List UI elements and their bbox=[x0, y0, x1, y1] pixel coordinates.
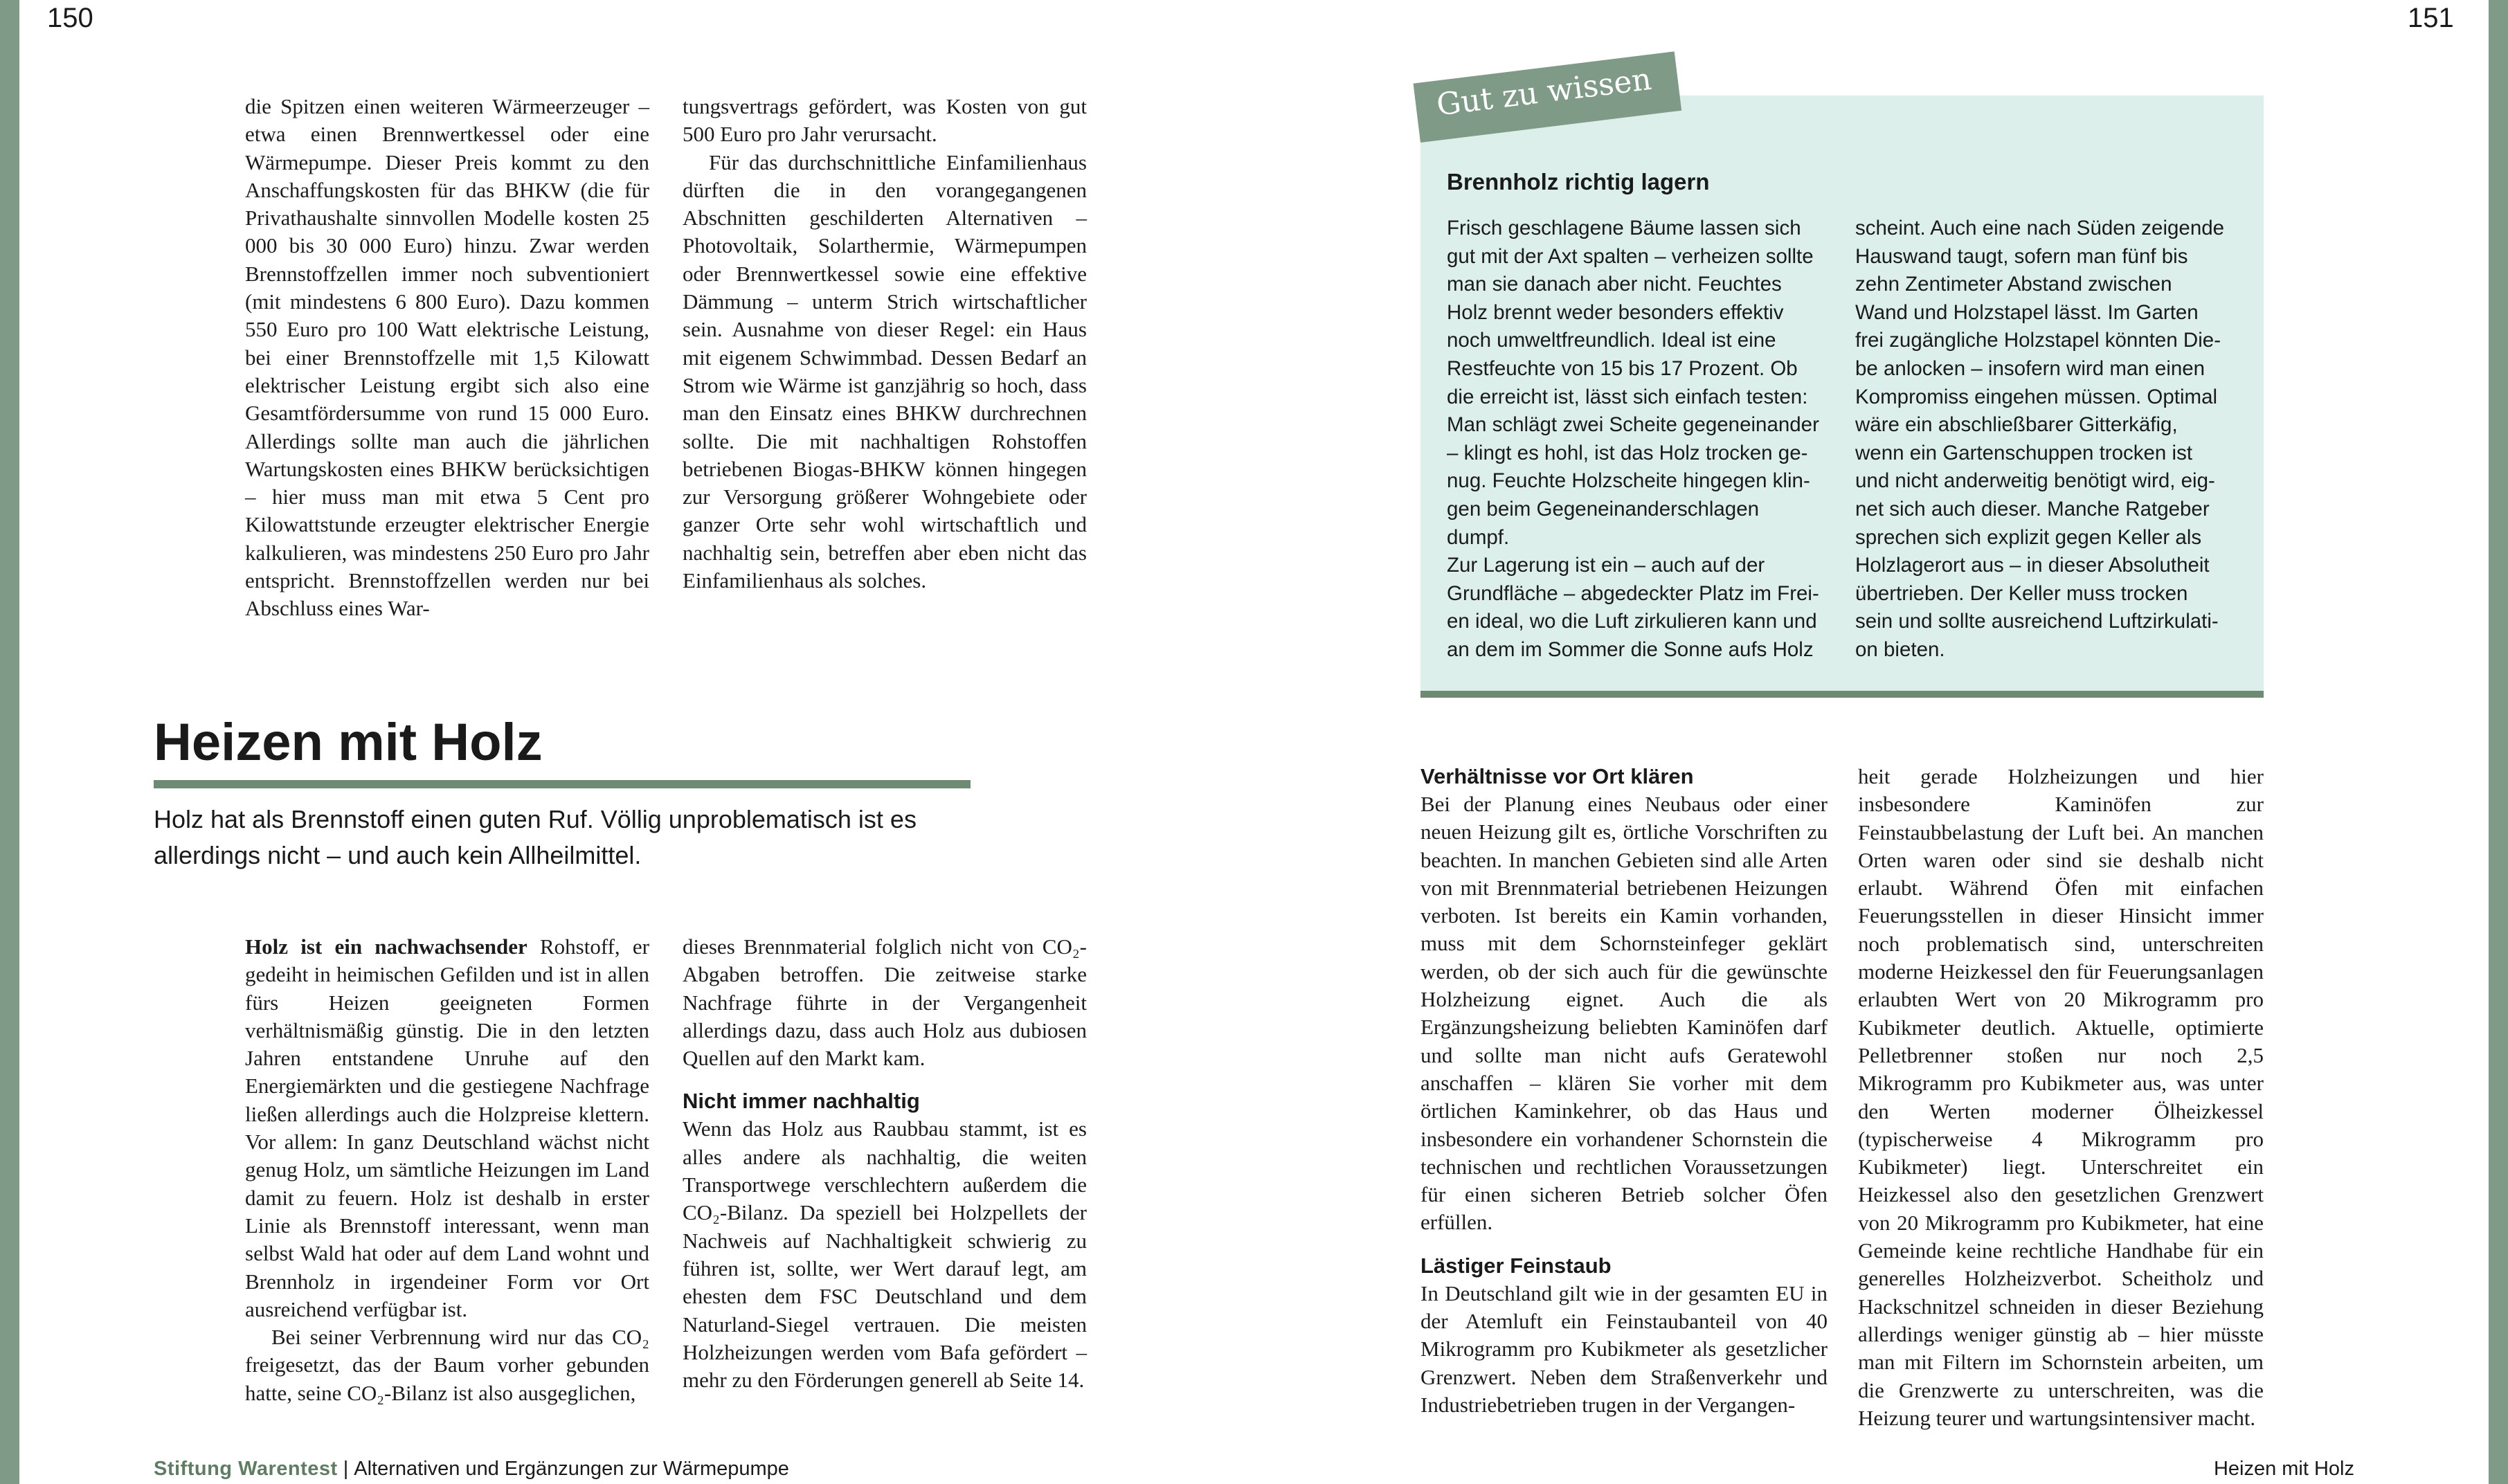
right-edge-bar bbox=[2489, 0, 2508, 1484]
right-column-1 bbox=[1420, 763, 1828, 1419]
run-in-bold: Holz ist ein nachwachsender bbox=[245, 934, 527, 959]
page-number-left: 150 bbox=[47, 3, 93, 33]
subheading: Verhältnisse vor Ort klären bbox=[1420, 764, 1694, 788]
chapter-title-rule bbox=[154, 780, 971, 788]
paragraph: tungsvertrags gefördert, was Kosten von gut 500 Euro pro Jahr verursacht. bbox=[683, 94, 1087, 147]
info-box-badge-label: Gut zu wissen bbox=[1434, 61, 1654, 123]
paragraph bbox=[245, 933, 649, 1323]
footer-right: Heizen mit Holz bbox=[2213, 1458, 2354, 1480]
info-box-column-2: scheint. Auch eine nach Süden zeigende Hauswand taugt, sofern man fünf bis zehn Zentimeter Abstand zwischen Wand und Holzstapel lässt. Im Garten frei zugängliche Holzstapel könnten Die- be anlocken – insofern wird man einen Kompromiss eingehen müssen. Optimal wäre ein abschließbarer Gitterkäfig, wenn ein Gartenschuppen trocken ist und nicht anderweitig benötigt wird, eig- net sich auch dieser. Manche Ratgeber sprechen sich explizit gegen Keller als Holzlagerort aus – in dieser Absolutheit übertrieben. Der Keller muss trocken sein und sollte ausreichend Luftzirkulati- on bieten. bbox=[1855, 217, 2225, 661]
info-box-title: Brennholz richtig lagern bbox=[1447, 169, 1710, 194]
right-column-2 bbox=[1858, 763, 2264, 1432]
footer-brand: Stiftung Warentest bbox=[154, 1458, 338, 1480]
footer-section-title: Alternativen und Ergänzungen zur Wärmepumpe bbox=[354, 1458, 789, 1480]
paragraph: Bei seiner Verbrennung wird nur das CO₂ freigesetzt, das der Baum vorher gebunden hatte, seine CO₂-Bilanz ist also ausgeglichen, bbox=[245, 1325, 649, 1405]
left-top-column-1 bbox=[245, 93, 649, 623]
footer-separator: | bbox=[343, 1458, 349, 1480]
chapter-lead: Holz hat als Brennstoff einen guten Ruf. Völlig unproblematisch ist es allerdings nicht – und auch kein Allheilmittel. bbox=[154, 805, 917, 869]
paragraph: dieses Brennmaterial folglich nicht von CO₂-Abgaben betroffen. Die zeitweise starke Nachfrage führte in der Vergangenheit allerdings dazu, dass auch Holz aus dubiosen Quellen auf den Markt kam. bbox=[683, 934, 1087, 1071]
left-bottom-column-1 bbox=[245, 933, 649, 1407]
left-edge-bar bbox=[0, 0, 19, 1484]
paragraph: In Deutschland gilt wie in der gesamten EU in der Atemluft ein Feinstaubanteil von 40 Mikrogramm pro Kubikmeter als gesetzlicher Grenzwert. Neben dem Straßenverkehr und Industriebetrieben trugen in der Vergangen- bbox=[1420, 1281, 1828, 1417]
page-number-right: 151 bbox=[2408, 3, 2454, 33]
subheading: Lästiger Feinstaub bbox=[1420, 1253, 1612, 1278]
info-box-rule bbox=[1420, 691, 2264, 698]
info-box-column-1: Frisch geschlagene Bäume lassen sich gut mit der Axt spalten – verheizen sollte man sie danach aber nicht. Feuchtes Holz brennt weder besonders effektiv noch umweltfreundlich. Ideal ist eine Restfeuchte von 15 bis 17 Prozent. Ob die erreicht ist, lässt sich einfach testen: Man schlägt zwei Scheite gegeneinander – klingt es hohl, ist das Holz trocken ge- nug. Feuchte Holzscheite hingegen klin- gen beim Gegeneinanderschlagen dumpf. Zur Lagerung ist ein – auch auf der Grundfläche – abgedeckter Platz im Frei- en ideal, wo die Luft zirkulieren kann und an dem im Sommer die Sonne aufs Holz bbox=[1447, 217, 1819, 661]
footer-left bbox=[154, 1456, 789, 1481]
paragraph: Für das durchschnittliche Einfamilienhaus dürften die in den vorangegangenen Abschnitten geschilderten Alternativen – Photovoltaik, Solarthermie, Wärmepumpen oder Brennwertkessel sowie eine effektive Dämmung – unterm Strich wirtschaftlicher sein. Ausnahme von dieser Regel: ein Haus mit eigenem Schwimmbad. Dessen Bedarf an Strom wie Wärme ist ganzjährig so hoch, dass man den Einsatz eines BHKW durchrechnen sollte. Die mit nachhaltigen Rohstoffen betriebenen Biogas-BHKW können hingegen zur Versorgung größerer Wohngebiete oder ganzer Orte sehr wohl wirtschaftlich und nachhaltig sein, betreffen aber eben nicht das Einfamilienhaus als solches. bbox=[683, 150, 1087, 593]
paragraph: heit gerade Holzheizungen und hier insbesondere Kaminöfen zur Feinstaubbelastung der Luft bei. An manchen Orten waren oder sind sie deshalb nicht erlaubt. Während Öfen mit einfachen Feuerungsstellen in dieser Hinsicht immer noch problematisch sind, unterschreiten moderne Heizkessel den für Feuerungsanlagen erlaubten Wert von 20 Mikrogramm pro Kubikmeter deutlich. Aktuelle, optimierte Pelletbrenner stoßen nur noch 2,5 Mikrogramm pro Kubikmeter aus, was unter den Werten moderner Ölheizkessel (typischerweise 4 Mikrogramm pro Kubikmeter) liegt. Unterschreitet ein Heizkessel also den gesetzlichen Grenzwert von 20 Mikrogramm pro Kubikmeter, hat eine Gemeinde keine rechtliche Handhabe für ein generelles Holzheizverbot. Scheitholz und Hackschnitzel schneiden in dieser Beziehung allerdings weniger günstig ab – hier müsste man mit Filtern im Schornstein arbeiten, um die Grenzwerte zu unterschreiten, was die Heizung teurer und wartungsintensiver macht. bbox=[1858, 764, 2264, 1430]
paragraph: Wenn das Holz aus Raubbau stammt, ist es alles andere als nachhaltig, die weiten Transportwege verschlechtern außerdem die CO₂-Bilanz. Da speziell bei Holzpellets der Nachweis auf Nachhaltigkeit schwierig zu führen ist, sollte, wer Wert darauf legt, am ehesten dem FSC Deutschland und dem Naturland-Siegel vertrauen. Die meisten Holzheizungen werden vom Bafa gefördert – mehr zu den Förderungen generell ab Seite 14. bbox=[683, 1116, 1087, 1393]
paragraph: die Spitzen einen weiteren Wärmeerzeuger – etwa einen Brennwertkessel oder eine Wärmepumpe. Dieser Preis kommt zu den Anschaffungskosten für das BHKW (die für Privathaushalte sinnvollen Modelle kosten 25 000 bis 30 000 Euro) hinzu. Zwar werden Brennstoffzellen immer noch subventioniert (mit mindestens 6 800 Euro). Dazu kommen 550 Euro pro 100 Watt elektrische Leistung, bei einer Brennstoffzelle mit 1,5 Kilowatt elektrischer Leistung ergibt sich also eine Gesamtfördersumme von rund 15 000 Euro. Allerdings sollte man auch die jährlichen Wartungskosten eines BHKW berücksichtigen – hier muss man mit etwa 5 Cent pro Kilowattstunde erzeugter elektrischer Energie kalkulieren, was mindestens 250 Euro pro Jahr entspricht. Brennstoffzellen werden nur bei Abschluss eines War- bbox=[245, 94, 649, 621]
paragraph: Bei der Planung eines Neubaus oder einer neuen Heizung gilt es, örtliche Vorschriften zu beachten. In manchen Gebieten sind alle Arten von mit Brennmaterial betriebenen Heizungen verboten. Ist bereits ein Kamin vorhanden, muss mit dem Schornsteinfeger geklärt werden, ob der sich auch für die gewünschte Holzheizung eignet. Auch die als Ergänzungsheizung beliebten Kaminöfen darf und sollte man nicht aufs Geratewohl anschaffen – klären Sie vorher mit dem örtlichen Kaminkehrer, ob das Haus und insbesondere ein vorhandener Schornstein die technischen und rechtlichen Voraussetzungen für einen sicheren Betrieb solcher Öfen erfüllen. bbox=[1420, 792, 1828, 1235]
paragraph-text: Rohstoff, er gedeiht in heimischen Gefilden und ist in allen fürs Heizen geeigneten Formen verhältnismäßig günstig. Die in den letzten Jahren entstandene Unruhe auf den Energiemärkten und die gestiegene Nachfrage ließen allerdings auch die Holzpreise klettern. Vor allem: In ganz Deutschland wächst nicht genug Holz, um sämtliche Heizungen im Land damit zu feuern. Holz ist deshalb in erster Linie als Brennstoff interessant, wenn man selbst Wald hat oder auf dem Land wohnt und Brennholz in irgendeiner Form vor Ort ausreichend verfügbar ist. bbox=[245, 934, 649, 1321]
left-top-column-2 bbox=[683, 93, 1087, 595]
subheading: Nicht immer nachhaltig bbox=[683, 1089, 920, 1114]
chapter-title: Heizen mit Holz bbox=[154, 713, 543, 772]
left-bottom-column-2 bbox=[683, 933, 1087, 1394]
